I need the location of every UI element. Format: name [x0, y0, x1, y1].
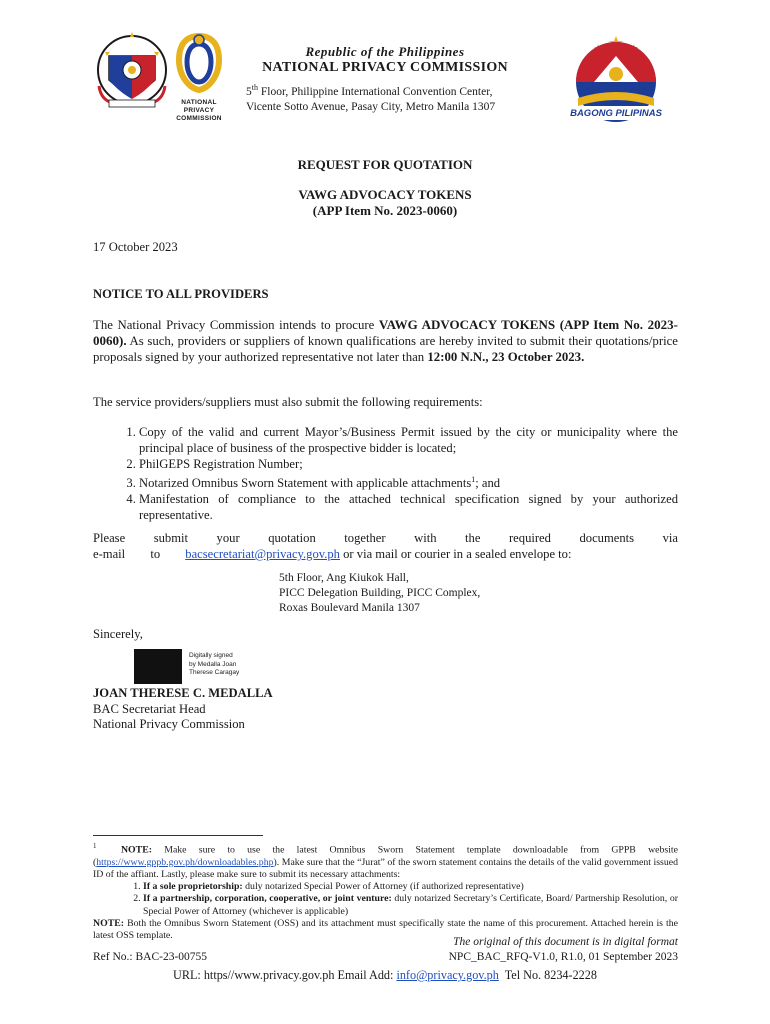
gppb-link[interactable]: https://www.gppb.gov.ph/downloadables.php — [96, 856, 274, 868]
delivery-address — [279, 571, 480, 616]
org-name: NATIONAL PRIVACY COMMISSION — [262, 60, 508, 75]
intro-text-1: The National Privacy Commission intends to procure — [93, 318, 379, 332]
app-item-title: (APP Item No. 2023-0060) — [312, 203, 458, 218]
footnote-text-1: Make sure to use the latest Omnibus Sworn Statement template downloadable from GPPB website ( — [93, 844, 678, 868]
npc-logo-text-3: COMMISSION — [176, 115, 222, 122]
closing: Sincerely, — [93, 627, 143, 641]
footnote-item-1 — [143, 881, 678, 893]
notice-heading: NOTICE TO ALL PROVIDERS — [93, 287, 269, 301]
delivery-line-3: Roxas Boulevard Manila 1307 — [279, 602, 420, 614]
bagong-pilipinas-text: BAGONG PILIPINAS — [570, 108, 662, 119]
reference-number: Ref No.: BAC-23-00755 — [93, 951, 208, 963]
footnote-number: 1 — [93, 842, 97, 850]
org-address — [246, 80, 495, 115]
intro-item-bold: VAWG ADVOCACY TOKENS (APP Item No. 2023-0060). — [93, 317, 678, 348]
addr-line2: Vicente Sotto Avenue, Pasay City, Metro Manila 1307 — [246, 100, 496, 113]
digital-sig-line-2: by Medalla Joan — [189, 660, 237, 668]
signatory-name: JOAN THERESE C. MEDALLA — [93, 686, 273, 700]
footer-url: URL: https//www.privacy.gov.ph Email Add: — [173, 968, 397, 982]
footnote-item-2-bold: If a partnership, corporation, cooperative, or joint venture: — [143, 893, 392, 905]
requirement-3-text: Notarized Omnibus Sworn Statement with applicable attachments — [139, 476, 472, 491]
republic-heading: Republic of the Philippines — [305, 44, 465, 59]
item-title: VAWG ADVOCACY TOKENS — [298, 187, 472, 202]
footnote-note-label: NOTE: — [120, 844, 152, 856]
intro-paragraph — [93, 317, 678, 365]
requirement-1: 1. Copy of the valid and current Mayor’s/Business Permit issued by the city or municipality where the principal place of business of the prospective bidder is located; — [139, 424, 678, 456]
delivery-line-1: 5th Floor, Ang Kiukok Hall, — [279, 572, 409, 584]
npc-logo-text-1: NATIONAL — [181, 99, 217, 106]
addr-floor-sup: th — [251, 83, 258, 92]
digital-signature-stamp — [189, 652, 239, 678]
letter-date: 17 October 2023 — [93, 240, 178, 254]
footnote-rule — [93, 835, 263, 836]
submission-text-2: or via mail or courier in a sealed envelope to: — [339, 547, 572, 561]
footnote-text-2: ). Make sure that the “Jurat” of the sworn statement contains the details of the valid government issued ID of the affiant. Lastly, please make sure to submit its necessary attachments: — [93, 856, 678, 880]
npc-logo-text-2: PRIVACY — [183, 107, 215, 114]
requirement-4: 4. Manifestation of compliance to the attached technical specification signed by your authorized representative. — [139, 491, 678, 523]
submission-paragraph — [93, 530, 678, 562]
delivery-line-2: PICC Delegation Building, PICC Complex, — [279, 587, 481, 599]
addr-floor-num: 5 — [246, 85, 252, 98]
requirements-list — [93, 424, 678, 523]
requirement-2: 2. PhilGEPS Registration Number; — [139, 456, 678, 472]
signatory-title: BAC Secretariat Head — [93, 701, 206, 716]
footer-contact — [0, 968, 770, 983]
requirement-3 — [139, 472, 678, 491]
footnote-item-2-text: duly notarized Secretary’s Certificate, Board/ Partnership Resolution, or Special Power of Attorney (whichever is applicable) — [143, 893, 678, 917]
footer-ref-row — [93, 951, 678, 963]
footnote — [93, 840, 678, 943]
footnote-note2-label: NOTE: — [93, 918, 125, 930]
intro-deadline-bold: 12:00 N.N., 23 October 2023. — [427, 350, 585, 364]
rfq-title: REQUEST FOR QUOTATION — [297, 157, 473, 172]
digital-sig-line-1: Digitally signed — [189, 652, 233, 659]
footnote-item-1-text: duly notarized Special Power of Attorney (if authorized representative) — [242, 881, 524, 893]
digital-format-note: The original of this document is in digital format — [453, 936, 678, 948]
footnote-item-1-bold: If a sole proprietorship: — [143, 881, 243, 893]
requirement-3-tail: ; and — [475, 476, 501, 491]
footer-tel: Tel No. 8234-2228 — [498, 968, 597, 982]
form-code: NPC_BAC_RFQ-V1.0, R1.0, 01 September 2023 — [448, 951, 678, 963]
signature-redaction — [134, 649, 182, 684]
footer-email-link[interactable]: info@privacy.gov.ph — [396, 968, 499, 982]
addr-line1: Floor, Philippine International Convention Center, — [257, 85, 493, 98]
footnote-main — [93, 840, 678, 881]
intro-text-2: As such, providers or suppliers of known qualifications are hereby invited to submit their quotations/price proposals signed by your authorized representative not later than — [93, 334, 678, 364]
submission-text-1: Please submit your quotation together with the required documents via e-mail to — [93, 531, 678, 561]
footnote-item-2 — [143, 893, 678, 918]
bac-email-link[interactable]: bacsecretariat@privacy.gov.ph — [185, 547, 340, 561]
requirements-intro: The service providers/suppliers must also submit the following requirements: — [93, 395, 483, 409]
signatory-block — [93, 686, 678, 733]
digital-sig-line-3: Therese Caragay — [189, 669, 240, 676]
footnote-note2-text: Both the Omnibus Sworn Statement (OSS) and its attachment must specifically state the name of this procurement. Attached herein is the latest OSS template. — [93, 918, 678, 942]
signatory-org: National Privacy Commission — [93, 717, 245, 731]
footnote-ref: 1 — [471, 475, 476, 484]
